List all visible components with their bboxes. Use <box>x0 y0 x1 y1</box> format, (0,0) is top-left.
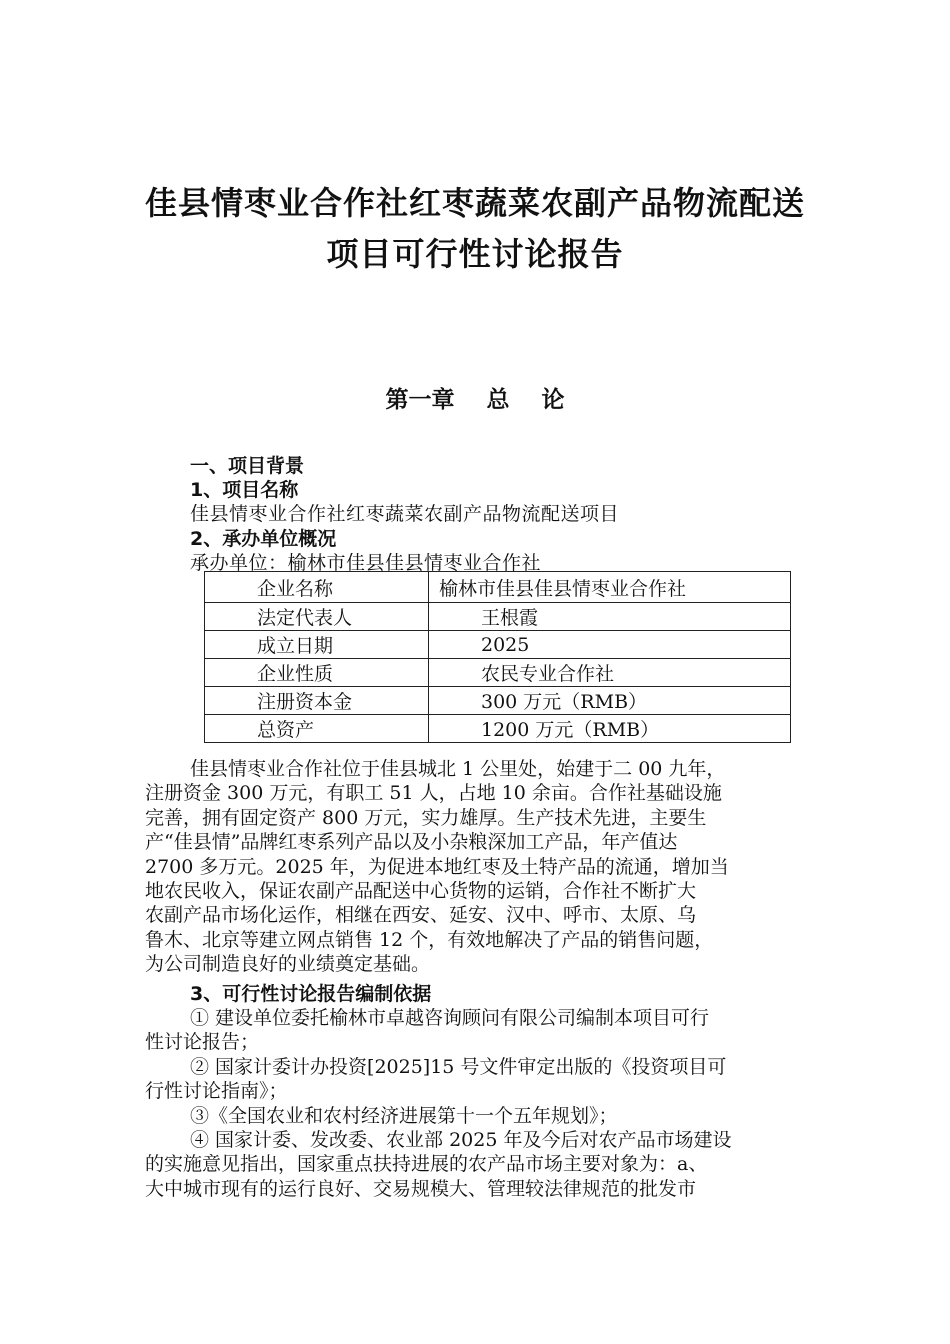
table-row <box>205 659 791 687</box>
basis-item-line: ① 建设单位委托榆林市卓越咨询顾问有限公司编制本项目可行 <box>190 1007 710 1029</box>
paragraph-line: 注册资金 300 万元，有职工 51 人，占地 10 余亩。合作社基础设施 <box>145 782 722 805</box>
table-key-cell: 法定代表人 <box>205 603 429 631</box>
paragraph-line: 农副产品市场化运作，相继在西安、延安、汉中、呼市、太原、乌 <box>145 904 697 927</box>
table-value-cell: 300 万元（RMB） <box>429 687 791 715</box>
table-value-cell: 2025 <box>429 631 791 659</box>
report-title-line-1: 佳县情枣业合作社红枣蔬菜农副产品物流配送 <box>144 184 805 222</box>
paragraph-line: 为公司制造良好的业绩奠定基础。 <box>145 953 431 976</box>
organizer-info-table <box>204 571 791 743</box>
chapter-title-char-2: 论 <box>541 387 565 413</box>
table-row <box>205 603 791 631</box>
table-key-cell: 总资产 <box>205 715 429 743</box>
table-key-cell: 企业性质 <box>205 659 429 687</box>
basis-item-line: ② 国家计委计办投资[2025]15 号文件审定出版的《投资项目可 <box>190 1055 727 1078</box>
chapter-heading <box>0 381 950 414</box>
subsection-heading-organizer: 2、承办单位概况 <box>190 528 337 550</box>
chapter-title-char-1: 总 <box>486 387 510 413</box>
basis-item-line: 大中城市现有的运行良好、交易规模大、管理较法律规范的批发市 <box>145 1177 697 1200</box>
paragraph-line: 地农民收入，保证农副产品配送中心货物的运销，合作社不断扩大 <box>145 880 697 902</box>
table-value-cell: 农民专业合作社 <box>429 659 791 687</box>
basis-item-line: ③《全国农业和农村经济进展第十一个五年规划》； <box>190 1104 618 1127</box>
table-value-cell: 王根霞 <box>429 603 791 631</box>
paragraph-line: 2700 多万元。2025 年，为促进本地红枣及土特产品的流通，增加当 <box>145 855 729 878</box>
chapter-number: 第一章 <box>385 387 455 413</box>
paragraph-line: 佳县情枣业合作社位于佳县城北 1 公里处，始建于二 00 九年， <box>190 758 726 780</box>
table-row <box>205 715 791 743</box>
paragraph-line: 鲁木、北京等建立网点销售 12 个，有效地解决了产品的销售问题， <box>145 928 714 951</box>
table-key-cell: 企业名称 <box>205 572 429 603</box>
basis-item-line: 行性讨论指南》； <box>145 1080 288 1103</box>
basis-item-line: 性讨论报告； <box>145 1031 260 1054</box>
table-key-cell: 注册资本金 <box>205 687 429 715</box>
subsection-heading-project-name: 1、项目名称 <box>190 479 299 501</box>
section-heading-background: 一、项目背景 <box>190 455 305 477</box>
report-title-line-2: 项目可行性讨论报告 <box>326 235 624 273</box>
paragraph-line: 完善，拥有固定资产 800 万元，实力雄厚。生产技术先进，主要生 <box>145 806 707 829</box>
table-row <box>205 572 791 603</box>
project-name-text: 佳县情枣业合作社红枣蔬菜农副产品物流配送项目 <box>190 503 620 525</box>
basis-item-line: 的实施意见指出，国家重点扶持进展的农产品市场主要对象为：a、 <box>145 1153 708 1176</box>
table-value-cell: 1200 万元（RMB） <box>429 715 791 743</box>
subsection-heading-basis: 3、可行性讨论报告编制依据 <box>190 983 432 1005</box>
organizer-text: 承办单位：榆林市佳县佳县情枣业合作社 <box>190 552 542 574</box>
table-key-cell: 成立日期 <box>205 631 429 659</box>
table-row <box>205 687 791 715</box>
paragraph-line: 产“佳县情”品牌红枣系列产品以及小杂粮深加工产品，年产值达 <box>145 831 678 854</box>
table-row <box>205 631 791 659</box>
basis-item-line: ④ 国家计委、发改委、农业部 2025 年及今后对农产品市场建设 <box>190 1129 732 1151</box>
table-value-cell: 榆林市佳县佳县情枣业合作社 <box>429 572 791 603</box>
